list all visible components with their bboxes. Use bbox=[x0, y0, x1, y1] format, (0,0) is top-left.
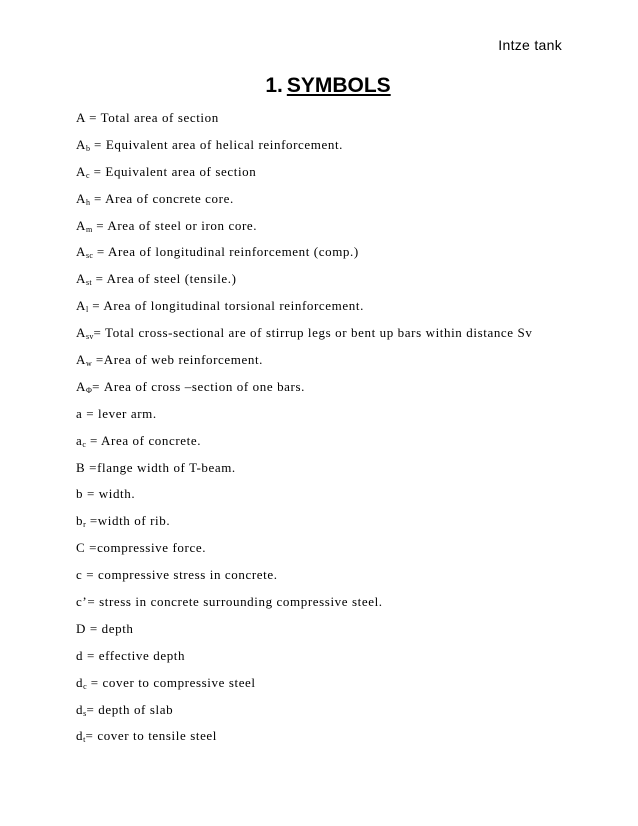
symbol-subscript: sc bbox=[86, 251, 94, 261]
symbol-base: A bbox=[76, 217, 86, 233]
symbol-meaning: = lever arm. bbox=[82, 405, 157, 421]
symbol-meaning: = Equivalent area of helical reinforcement. bbox=[90, 136, 344, 152]
symbol-base: B bbox=[76, 459, 86, 475]
symbol-subscript: w bbox=[86, 359, 92, 369]
symbol-base: A bbox=[76, 190, 86, 206]
symbol-definition bbox=[76, 164, 556, 191]
symbol-base: b bbox=[76, 486, 84, 502]
symbol-base: A bbox=[76, 298, 86, 314]
symbol-meaning: = Area of steel (tensile.) bbox=[91, 271, 237, 287]
symbol-definition bbox=[76, 352, 556, 379]
symbol-base: b bbox=[76, 513, 84, 529]
symbol-base: C bbox=[76, 540, 86, 556]
symbol-meaning: =compressive force. bbox=[85, 540, 207, 556]
symbol-subscript: sv bbox=[86, 332, 94, 342]
symbol-definition bbox=[76, 648, 556, 675]
symbol-meaning: = Area of concrete. bbox=[86, 432, 202, 448]
symbol-definition bbox=[76, 244, 556, 271]
symbol-meaning: = depth bbox=[86, 620, 134, 636]
symbol-definition bbox=[76, 540, 556, 567]
symbol-base: c’ bbox=[76, 594, 88, 610]
symbol-meaning: =Area of web reinforcement. bbox=[91, 352, 264, 368]
symbol-meaning: =width of rib. bbox=[85, 513, 171, 529]
symbol-meaning: = Equivalent area of section bbox=[89, 163, 257, 179]
symbol-definition bbox=[76, 325, 556, 352]
symbol-base: A bbox=[76, 352, 86, 368]
symbol-meaning: = Area of steel or iron core. bbox=[92, 217, 258, 233]
symbol-meaning: = Area of cross –section of one bars. bbox=[92, 378, 305, 394]
symbol-definition bbox=[76, 567, 556, 594]
section-number: 1. bbox=[265, 74, 283, 97]
symbol-meaning: = Area of longitudinal torsional reinforcement. bbox=[88, 298, 364, 314]
symbol-list bbox=[76, 110, 556, 755]
symbol-definition bbox=[76, 486, 556, 513]
symbol-definition bbox=[76, 137, 556, 164]
symbol-base: c bbox=[76, 567, 83, 583]
symbol-definition bbox=[76, 379, 556, 406]
symbol-meaning: = cover to tensile steel bbox=[85, 728, 218, 744]
symbol-subscript: c bbox=[82, 439, 87, 449]
symbol-base: A bbox=[76, 244, 86, 260]
symbol-definition bbox=[76, 621, 556, 648]
symbol-definition bbox=[76, 218, 556, 245]
running-header: Intze tank bbox=[498, 37, 562, 53]
symbol-subscript: t bbox=[83, 735, 86, 745]
symbol-base: d bbox=[76, 728, 84, 744]
symbol-definition bbox=[76, 110, 556, 137]
symbol-base: A bbox=[76, 110, 86, 125]
symbol-subscript: r bbox=[83, 520, 86, 530]
symbol-meaning: =flange width of T-beam. bbox=[85, 459, 236, 475]
symbol-definition bbox=[76, 675, 556, 702]
symbol-meaning: = Total cross-sectional are of stirrup legs or bent up bars within distance Sv bbox=[93, 325, 533, 341]
symbol-base: d bbox=[76, 701, 84, 717]
symbol-base: d bbox=[76, 647, 84, 663]
symbol-meaning: = Area of concrete core. bbox=[90, 190, 234, 206]
symbol-definition bbox=[76, 191, 556, 218]
symbol-subscript: st bbox=[86, 278, 92, 288]
symbol-definition bbox=[76, 702, 556, 729]
symbol-meaning: = depth of slab bbox=[86, 701, 174, 717]
symbol-base: a bbox=[76, 432, 83, 448]
symbol-meaning: = stress in concrete surrounding compressive steel. bbox=[87, 594, 383, 610]
symbol-subscript: b bbox=[86, 143, 91, 153]
symbol-meaning: = width. bbox=[83, 486, 136, 502]
symbol-meaning: = cover to compressive steel bbox=[86, 674, 256, 690]
symbol-base: A bbox=[76, 136, 86, 152]
symbol-base: D bbox=[76, 620, 86, 636]
symbol-base: A bbox=[76, 271, 86, 287]
symbol-meaning: = effective depth bbox=[83, 647, 186, 663]
symbol-subscript: c bbox=[86, 170, 90, 180]
symbol-definition bbox=[76, 433, 556, 460]
symbol-subscript: m bbox=[86, 224, 93, 234]
symbol-meaning: = Area of longitudinal reinforcement (comp.) bbox=[93, 244, 359, 260]
symbol-subscript: h bbox=[86, 197, 91, 207]
symbol-definition bbox=[76, 298, 556, 325]
section-heading bbox=[0, 74, 638, 98]
symbol-definition bbox=[76, 513, 556, 540]
symbol-definition bbox=[76, 271, 556, 298]
symbol-base: a bbox=[76, 405, 83, 421]
symbol-base: A bbox=[76, 325, 86, 341]
symbol-subscript: l bbox=[86, 305, 89, 315]
symbol-subscript: Φ bbox=[86, 385, 93, 395]
section-title: SYMBOLS bbox=[286, 74, 391, 97]
symbol-subscript: s bbox=[83, 708, 87, 718]
symbol-base: A bbox=[76, 163, 86, 179]
symbol-base: d bbox=[76, 674, 84, 690]
symbol-meaning: = Total area of section bbox=[85, 110, 219, 125]
symbol-subscript: c bbox=[83, 681, 87, 691]
symbol-base: A bbox=[76, 378, 86, 394]
symbol-meaning: = compressive stress in concrete. bbox=[82, 567, 278, 583]
symbol-definition bbox=[76, 406, 556, 433]
symbol-definition bbox=[76, 460, 556, 487]
symbol-definition bbox=[76, 728, 556, 755]
symbol-definition bbox=[76, 594, 556, 621]
